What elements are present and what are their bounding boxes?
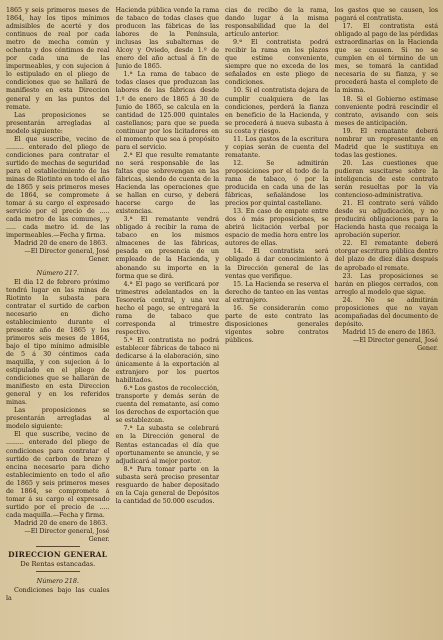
paragraph: 17. El contratista está obligado al pago de las pérdidas extraordinarias en la Hacienda que se causen. Si no se cumplen en el término de un mes, se tomará la cantidad necesaria de su fianza, y se procederá hasta el completo de la misma. — [334, 22, 438, 95]
paragraph: Las proposiciones se presentarán arregladas al modelo siguiente: — [6, 110, 110, 135]
section-heading: DIRECCION GENERAL — [8, 550, 108, 560]
paragraph: 9.ª El contratista podrá recibir la rama en los plazos que estime conveniente, siempre que no exceda de los señalados en este pliego de condiciones. — [225, 38, 329, 87]
paragraph: 23. Las proposiciones se harán en pliegos cerrados, con arreglo al modelo que sigue. — [334, 271, 438, 296]
paragraph: 21. El contrato será válido desde su adjudicación, y no producirá obligaciones para la Hacienda hasta que recaiga la aprobación superior. — [334, 199, 438, 240]
paragraph: 20. Las cuestiones que pudieran suscitarse sobre la inteligencia de este contrato serán resueltas por la vía contencioso-administrativa. — [334, 158, 438, 200]
paragraph: 24. No se admitirán proposiciones que no vayan acompañadas del documento de depósito. — [334, 295, 438, 328]
paragraph: 10. Si el contratista dejara de cumplir cualquiera de las condiciones, perderá la fianza en beneficio de la Hacienda, y se procederá á nueva subasta á su costa y riesgo. — [225, 86, 329, 135]
paragraph: El que suscribe, vecino de ......... enterado del pliego de condiciones para contratar el surtido de mechas de seguridad para el establecimiento de las minas de Riotinto en todo el año de 1865 y seis primeros meses de 1864, se compromete á tomar á su cargo el expresado servicio por el precio de ..... cada metro de las comunes, y ..... cada metro id. de las impermeables.—Fecha y firma. — [6, 134, 110, 240]
paragraph: 14. El contratista será obligado á dar conocimiento á la Dirección general de las ventas que verifique. — [225, 247, 329, 280]
notice-number: Número 217. — [36, 268, 79, 277]
paragraph: El que suscribe, vecino de ......... enterado del pliego de condiciones para contratar el surtido de carbon de brezo y encina necesario para dicho establecimiento en todo el año de 1865 y seis primeros meses de 1864, se compromete á tomar á su cargo el expresado surtido por el precio de ..... cada maquilla.—Fecha y firma. — [6, 430, 110, 519]
date-line: Madrid 15 de enero de 1863. — [342, 327, 436, 336]
paragraph: 22. El rematante deberá otorgar escritura pública dentro del plazo de diez días después de aprobado el remate. — [334, 239, 438, 272]
paragraph: 16. Se considerarán como parte de este contrato las disposiciones generales vigentes sobre contratos públicos. — [225, 303, 329, 344]
column-2 — [116, 6, 220, 636]
paragraph: 8.ª Para tomar parte en la subasta será preciso presentar resguardo de haber depositado en la Caja general de Depósitos la cantidad de 50.000 escudos. — [115, 464, 219, 505]
paragraph: 12. Se admitirán proposiciones por el todo de la rama de tabaco, ó por la producida en cada una de las fábricas, señalándose los precios por quintal castellano. — [225, 158, 329, 208]
paragraph: 3.ª El rematante vendrá obligado á recibir la rama de tabaco en los mismos almacenes de las fábricas, pesada en presencia de un empleado de la Hacienda, y abonando su importe en la forma que se dirá. — [115, 215, 219, 280]
paragraph: 1.ª La rama de tabaco de todas clases que produzcan las labores de las fábricas desde 1.º de enero de 1865 á 30 de Junio de 1865, se calcula en la cantidad de 125.000 quintales castellanos; para que se pueda continuar por los licitadores en el momento que sea á propósito para el servicio. — [115, 70, 219, 151]
paragraph: Las proposiciones se presentarán arregladas al modelo siguiente: — [6, 406, 110, 431]
column-1 — [6, 6, 110, 636]
paragraph: 6.ª Los gastos de recolección, transporte y demás serán de cuenta del rematante, así como los derechos de exportación que se establezcan. — [115, 384, 219, 425]
paragraph: los gastos que se causen, los pagará el contratista. — [334, 6, 438, 23]
paragraph: El dia 12 de febrero próximo tendrá lugar en las minas de Riotinto la subasta para contratar el surtido de carbon necesario en dicho establecimiento durante el presente año de 1865 y los primeros seis meses de 1864, bajo el tipo mínimo admisible de 5 á 30 céntimos cada maquilla, y con sujecion á lo estipulado en el pliego de condiciones que se hallarán de manifiesto en esta Direccion general y en los referidos minas. — [6, 277, 110, 407]
signature: —El Director general, José Gener. — [352, 335, 438, 352]
signature: —El Director general, José Gener. — [24, 247, 110, 264]
signature: —El Director general, José Gener. — [24, 527, 110, 544]
column-4 — [335, 6, 439, 636]
columns — [6, 6, 438, 636]
paragraph: 13. En caso de empate entre dos ó más proposiciones, se abrirá licitación verbal por espacio de media hora entre los autores de ellas. — [225, 207, 329, 248]
paragraph: cias de recibo de la rama, dando lugar á la misma responsabilidad que la del artículo anterior. — [225, 6, 329, 39]
paragraph: 11. Los gastos de la escritura y copias serán de cuenta del rematante. — [225, 134, 329, 159]
section-subheading: De Rentas estancadas. — [20, 559, 96, 568]
paragraph: 2.ª El que resulte rematante no será responsable de las faltas que sobrevengan en las fábricas, siendo de cuenta de la Hacienda las operaciones que se hallan en curso, y deberá hacerse cargo de las existencias. — [115, 150, 219, 216]
paragraph: Condiciones bajo las cuales la — [6, 585, 110, 602]
paragraph: Hacienda pública vende la rama de tabaco de todas clases que producen las fábricas de las labores de la Península, inclusas las subalternas de Alcoy y Oviedo, desde 1.º de enero del año actual á fin de Junio de 1865. — [115, 6, 219, 71]
paragraph: 5.ª El contratista no podrá establecer fábricas de tabaco ni dedicarse á la elaboración, sino únicamente á la exportación al extranjero por los puertos habilitados. — [115, 335, 219, 385]
paragraph: 19. El rematante deberá nombrar un representante en Madrid que le sustituya en todas las gestiones. — [334, 126, 438, 159]
paragraph: 18. Si el Gobierno estimase conveniente podrá rescindir el contrato, avisando con seis meses de anticipación. — [334, 94, 438, 127]
paragraph: 7.ª La subasta se celebrará en la Dirección general de Rentas estancadas el día que oportunamente se anuncie, y se adjudicará al mejor postor. — [115, 424, 219, 465]
column-3 — [225, 6, 329, 636]
notice-number: Número 218. — [36, 576, 79, 585]
date-line: Madrid 20 de enero de 1863. — [14, 239, 108, 248]
paragraph: 15. La Hacienda se reserva el derecho de tanteo en las ventas al extranjero. — [225, 279, 329, 304]
paragraph: 1865 y seis primeros meses de 1864, hay los tipos mínimos admisibles de acerté y dos continuos de real por cada metro de mecha común y ochenta y dos céntimos de real por cada una de las impermeables, y con sujecion á lo estipulado en el pliego de condiciones que se hallará de manifiesto en esta Direccion general y en las puntos del remate. — [6, 6, 110, 111]
date-line: Madrid 20 de enero de 1863. — [14, 518, 108, 527]
divider — [36, 546, 80, 547]
divider — [36, 571, 80, 572]
paragraph: 4.ª El pago se verificará por trimestres adelantados en la Tesorería central, y una vez hecho el pago, se entregará la rama de tabaco que corresponda al trimestre respectivo. — [115, 279, 219, 336]
